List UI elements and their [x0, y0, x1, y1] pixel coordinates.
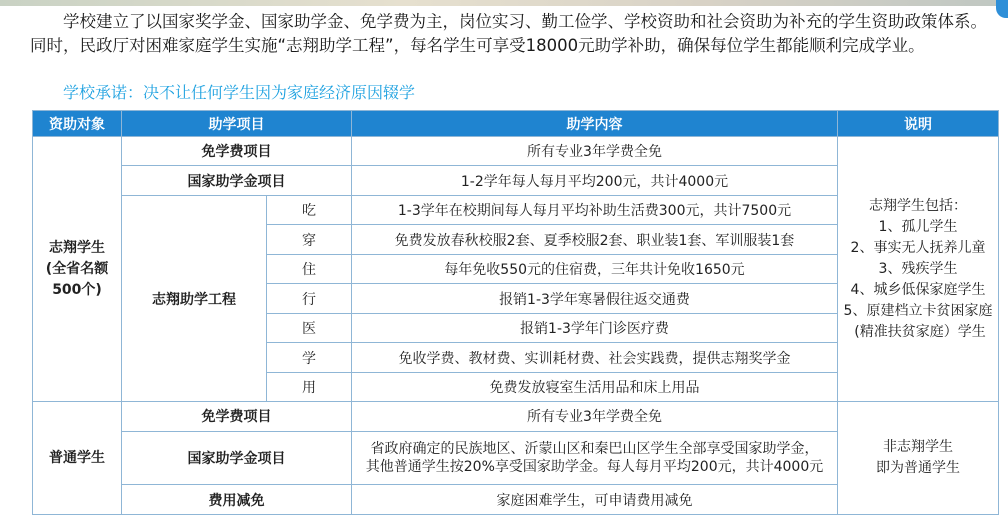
content-cell: 所有专业3年学费全免 [352, 402, 838, 431]
content-cell: 报销1-3学年寒暑假往返交通费 [352, 284, 838, 313]
note-item: 4、城乡低保家庭学生 [850, 281, 986, 298]
content-cell: 所有专业3年学费全免 [352, 137, 838, 166]
aid-policy-table [32, 110, 999, 515]
project-cell: 国家助学金项目 [122, 166, 352, 195]
header-target: 资助对象 [33, 111, 122, 137]
category-zhixiang-line3: 500个) [52, 281, 102, 298]
category-zhixiang-line1: 志翔学生 [49, 239, 105, 256]
corner-badge-icon [996, 0, 1008, 18]
sub-item-cell: 行 [267, 284, 352, 313]
regular-note [838, 402, 999, 515]
content-line: 其他普通学生按20%享受国家助学金。每人每月平均200元，共计4000元 [365, 459, 824, 476]
content-line: 省政府确定的民族地区、沂蒙山区和秦巴山区学生全部享受国家助学金， [370, 441, 819, 458]
category-zhixiang [33, 137, 122, 402]
content-cell: 家庭困难学生，可申请费用减免 [352, 485, 838, 515]
content-cell: 1-2学年每人每月平均200元，共计4000元 [352, 166, 838, 195]
project-zhixiang-aid: 志翔助学工程 [122, 195, 267, 401]
content-cell: 1-3学年在校期间每人每月平均补助生活费300元，共计7500元 [352, 195, 838, 224]
project-cell: 免学费项目 [122, 402, 352, 431]
sub-item-cell: 学 [267, 343, 352, 372]
note-item: 1、孤儿学生 [878, 218, 958, 235]
regular-note-line1: 非志翔学生 [883, 439, 953, 456]
content-cell: 免收学费、教材费、实训耗材费、社会实践费，提供志翔奖学金 [352, 343, 838, 372]
note-item: (精准扶贫家庭）学生 [854, 323, 986, 340]
regular-note-line2: 即为普通学生 [876, 460, 960, 477]
sub-item-cell: 医 [267, 313, 352, 342]
table-row [33, 402, 999, 431]
table-header-row [33, 111, 999, 137]
top-decoration-strip [0, 0, 1008, 6]
sub-item-cell: 住 [267, 254, 352, 283]
note-title: 志翔学生包括： [869, 197, 967, 214]
content-cell: 每年免收550元的住宿费，三年共计免收1650元 [352, 254, 838, 283]
note-item: 5、原建档立卡贫困家庭 [843, 302, 993, 319]
table-row [33, 137, 999, 166]
sub-item-cell: 穿 [267, 225, 352, 254]
school-promise: 学校承诺：决不让任何学生因为家庭经济原因辍学 [63, 83, 416, 102]
note-item: 2、事实无人抚养儿童 [850, 239, 986, 256]
header-content: 助学内容 [352, 111, 838, 137]
header-project: 助学项目 [122, 111, 352, 137]
content-cell: 免费发放春秋校服2套、夏季校服2套、职业装1套、军训服装1套 [352, 225, 838, 254]
project-cell: 费用减免 [122, 485, 352, 515]
category-regular: 普通学生 [33, 402, 122, 515]
zhixiang-note [838, 137, 999, 402]
category-zhixiang-line2: (全省名额 [45, 260, 109, 277]
content-cell [352, 431, 838, 485]
project-cell: 国家助学金项目 [122, 431, 352, 485]
project-cell: 免学费项目 [122, 137, 352, 166]
intro-text: 学校建立了以国家奖学金、国家助学金、免学费为主，岗位实习、勤工俭学、学校资助和社会资助为补充的学生资助政策体系。同时，民政厅对困难家庭学生实施“志翔助学工程”，每名学生可享受18000元助学补助，确保每位学生都能顺利完成学业。 [30, 12, 987, 55]
content-cell: 报销1-3学年门诊医疗费 [352, 313, 838, 342]
intro-paragraph [30, 10, 990, 58]
sub-item-cell: 用 [267, 372, 352, 401]
header-note: 说明 [838, 111, 999, 137]
sub-item-cell: 吃 [267, 195, 352, 224]
content-cell: 免费发放寝室生活用品和床上用品 [352, 372, 838, 401]
note-item: 3、残疾学生 [878, 260, 958, 277]
